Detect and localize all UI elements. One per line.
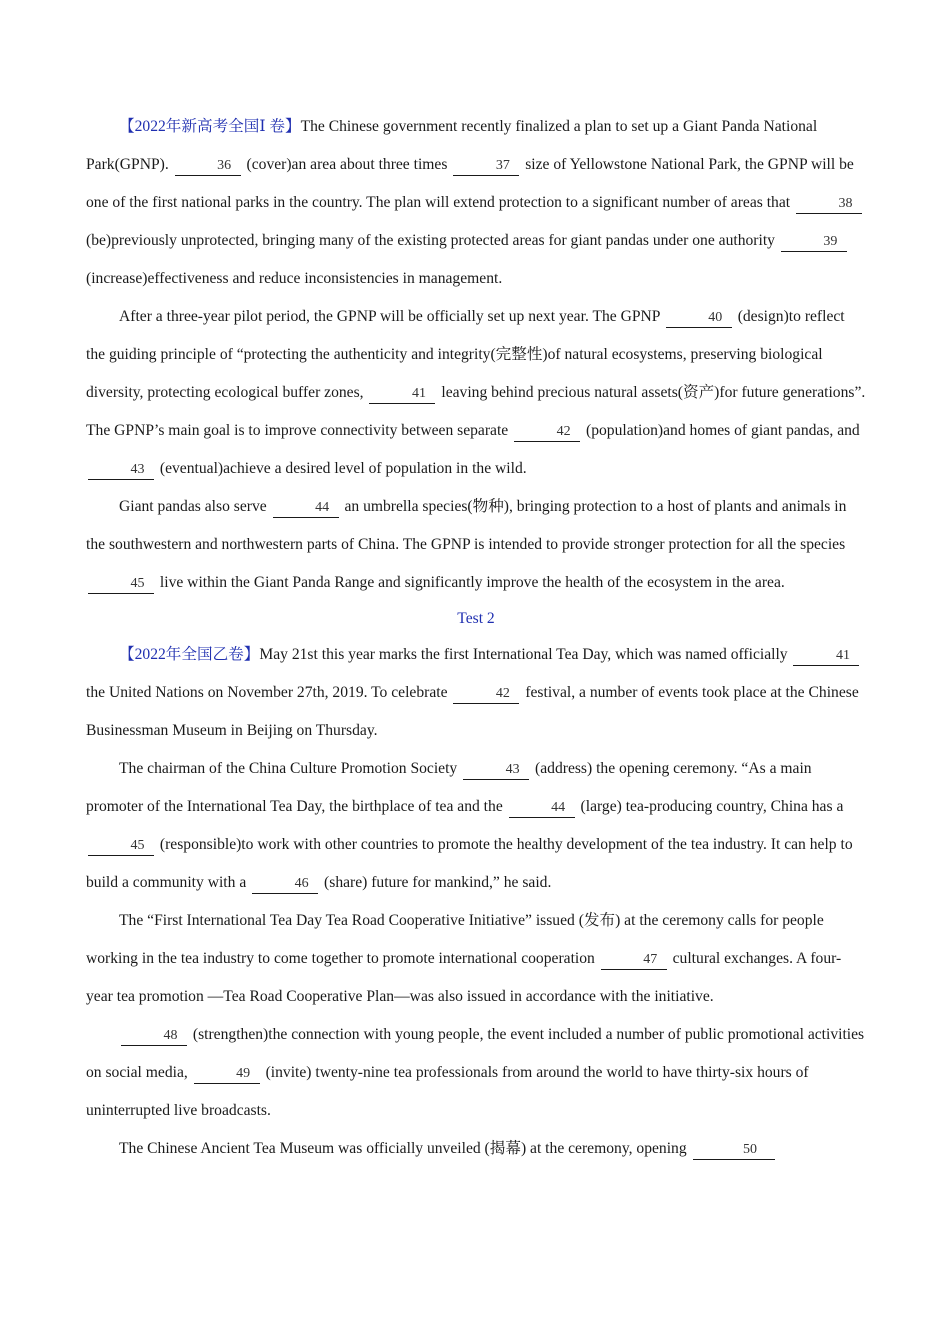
blank-46[interactable]: 46 bbox=[252, 873, 318, 894]
text-run: (share) future for mankind,” he said. bbox=[320, 874, 552, 891]
blank-45[interactable]: 45 bbox=[88, 573, 154, 594]
blank-42[interactable]: 42 bbox=[514, 421, 580, 442]
text-run: The Chinese Ancient Tea Museum was officially unveiled (揭幕) at the ceremony, opening bbox=[119, 1140, 691, 1157]
text-run: (increase)effectiveness and reduce inconsistencies in management. bbox=[86, 270, 503, 287]
text-run: (address) the opening ceremony. “As a main promoter of the International Tea Day, the birthplace of tea and the bbox=[86, 760, 812, 815]
blank-44[interactable]: 44 bbox=[509, 797, 575, 818]
text-run: festival, a number of events took place at the Chinese Businessman Museum in Beijing on Thursday. bbox=[86, 684, 859, 739]
blank-37[interactable]: 37 bbox=[453, 155, 519, 176]
blank-49[interactable]: 49 bbox=[194, 1063, 260, 1084]
section-heading: Test 2 bbox=[457, 610, 495, 627]
test2-paragraph-4 bbox=[86, 1016, 866, 1130]
blank-50[interactable]: 50 bbox=[693, 1139, 775, 1160]
text-run: (invite) twenty-nine tea professionals from around the world to have thirty-six hours of uninterrupted live broadcasts. bbox=[86, 1064, 809, 1119]
text-run: live within the Giant Panda Range and significantly improve the health of the ecosystem in the area. bbox=[156, 574, 785, 591]
text-run: (large) tea-producing country, China has a bbox=[576, 798, 844, 815]
text-run: the United Nations on November 27th, 2019. To celebrate bbox=[86, 684, 452, 701]
blank-47[interactable]: 47 bbox=[601, 949, 667, 970]
blank-44[interactable]: 44 bbox=[273, 497, 339, 518]
test1-paragraph-3 bbox=[86, 488, 866, 602]
text-run: The “First International Tea Day Tea Road Cooperative Initiative” issued (发布) at the ceremony calls for people working in the tea industry to come together to promote international cooperation bbox=[86, 912, 824, 967]
text-run: (strengthen)the connection with young people, the event included a number of public promotional activities on social media, bbox=[86, 1026, 865, 1081]
source-label: 【2022年全国乙卷】 bbox=[119, 646, 260, 663]
text-run: (cover)an area about three times bbox=[242, 156, 452, 173]
text-run: (responsible)to work with other countries to promote the healthy development of the tea industry. It can help to build a community with a bbox=[86, 836, 853, 891]
test2-paragraph-2 bbox=[86, 750, 866, 902]
text-run: (population)and homes of giant pandas, and bbox=[582, 422, 860, 439]
blank-43[interactable]: 43 bbox=[463, 759, 529, 780]
text-run: (design)to reflect the guiding principle of “protecting the authenticity and integrity(完整性)of natural ecosystems, preserving biological diversity, protecting ecological buffer zones, bbox=[86, 308, 845, 401]
blank-43[interactable]: 43 bbox=[88, 459, 154, 480]
blank-38[interactable]: 38 bbox=[796, 193, 862, 214]
test2-paragraph-1 bbox=[86, 636, 866, 750]
text-run: an umbrella species(物种), bringing protection to a host of plants and animals in the southwestern and northwestern parts of China. The GPNP is intended to provide stronger protection for all the species bbox=[86, 498, 847, 553]
text-run: After a three-year pilot period, the GPNP will be officially set up next year. The GPNP bbox=[119, 308, 664, 325]
blank-45[interactable]: 45 bbox=[88, 835, 154, 856]
blank-41[interactable]: 41 bbox=[793, 645, 859, 666]
test2-paragraph-3 bbox=[86, 902, 866, 1016]
blank-42[interactable]: 42 bbox=[453, 683, 519, 704]
blank-40[interactable]: 40 bbox=[666, 307, 732, 328]
text-run: leaving behind precious natural assets(资产)for future generations”. The GPNP’s main goal is to improve connectivity between separate bbox=[86, 384, 866, 439]
blank-41[interactable]: 41 bbox=[369, 383, 435, 404]
test2-paragraph-5 bbox=[86, 1130, 866, 1168]
text-run: Giant pandas also serve bbox=[119, 498, 271, 515]
test1-paragraph-2 bbox=[86, 298, 866, 488]
blank-48[interactable]: 48 bbox=[121, 1025, 187, 1046]
document-page bbox=[86, 108, 866, 1168]
blank-36[interactable]: 36 bbox=[175, 155, 241, 176]
text-run: size of Yellowstone National Park, the GPNP will be one of the first national parks in the country. The plan will extend protection to a significant number of areas that bbox=[86, 156, 854, 211]
text-run: The chairman of the China Culture Promotion Society bbox=[119, 760, 462, 777]
text-run: The Chinese government recently finalized a plan to set up a Giant Panda National Park(GPNP). bbox=[86, 118, 818, 173]
text-run: May 21st this year marks the first International Tea Day, which was named officially bbox=[259, 646, 792, 663]
blank-39[interactable]: 39 bbox=[781, 231, 847, 252]
text-run: (eventual)achieve a desired level of population in the wild. bbox=[156, 460, 527, 477]
source-label: 【2022年新高考全国Ⅰ 卷】 bbox=[119, 118, 301, 135]
text-run: (be)previously unprotected, bringing many of the existing protected areas for giant pandas under one authority bbox=[86, 232, 779, 249]
test1-paragraph-1 bbox=[86, 108, 866, 298]
text-run: cultural exchanges. A four-year tea promotion —Tea Road Cooperative Plan—was also issued in accordance with the initiative. bbox=[86, 950, 842, 1005]
